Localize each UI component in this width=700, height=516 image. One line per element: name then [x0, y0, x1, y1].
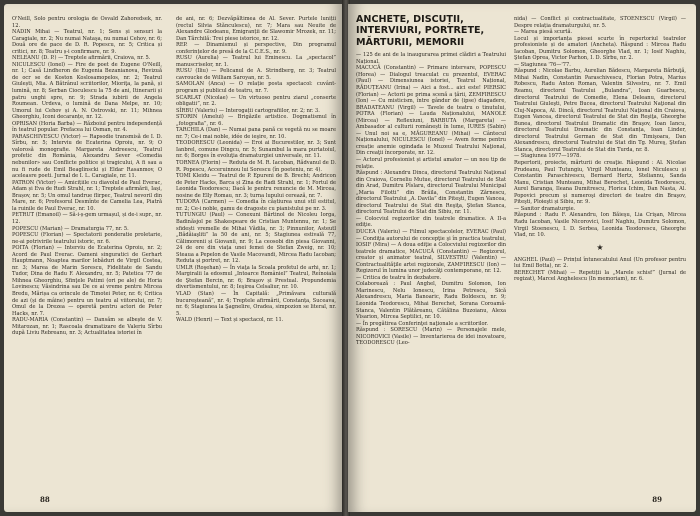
- index-entry: nida) — Conflict și contractualitate, STOENESCU (Virgil) — Despre relația dramaturgului, nr. 5.: [514, 16, 686, 29]
- index-entry: BERECHET (Mihai) — Repetiții la „Marele schisf” (Jurnal de regizat), Marcel Anghelescu (In memoriam), nr. 6.: [514, 269, 686, 283]
- index-entry: TARCHILA (Dan) — Numai pana pană ce vegetă nu se moare nr. 7; Ce-i mai noble, idée de ieşire, nr. 10.: [176, 127, 336, 140]
- index-entry: Colaborează : Paul Anghel, Dumitru Solomon, Ion Marinescu, Nelu Ionescu, Irina Petrescu, Sică Alexandrescu, Maria Banoaric, Radu Boldescu, nr. 9; Leonida Teodorescu, Mihai Berechet, Sorana Coroamă-Stanca, Valentin Plătăreanu, Cătălina Buzoianu, Alexa Visarion, Mircea Septilici, nr. 10.: [356, 281, 506, 321]
- index-entry: PARASCHIVESCU (Victor) — Rapsodie transmisă de I. D. Sîrbu, nr. 5; Interviu de Ecaterina Oproiu, nr. 9; O valorosă monografie. Margareta Andreescu, Teatrul profetic din România, Alexandru Sever «Comedia nebunilor» sau Conflicte politice și tragicului, A fi sau a nu fi rude de Emil Beaglinscki și Eldar Rasanmov, O aceleasre poeti. Jurnal de I. L. Caragiale, nr. 11.: [12, 133, 162, 180]
- index-entry: RUSU (Aurelia) — Teatrul lui Eminescu. La „spectacol” manuscriselor, nr. 1.: [176, 55, 336, 68]
- index-entry: UMLR (Roşehan) — În viaţa la Scoala profetul de arhi, nr. 1; Margiralii la edosmul „Intoarce Româniel” Teatrul, Reînoiala de Ştefan Bercin, nr. 6; Braşov și Prestual. Propundemia divertismentului, nr. 8; Ieşirea Celsaliur, nr. 10.: [176, 264, 336, 291]
- left-page-column-2: [176, 16, 336, 324]
- left-page: [4, 4, 344, 512]
- index-entry: POITA (Florian) — Interviu de Ecaterina Oproiu, nr. 2; Acord de Paul Everac. Oameni singuratici de Gerhart Hauptmann, Noaptea marilor lebăduri de Virgil Costea, nr. 3; Marea de Marin Sorescu, Fidelitate de Sandu Tudor, Dina de Radu F. Alexandru, nr. 5; Patetica '77 de Mihnea Gheorghiu, Sfinţele Patimi (ori pe ale) de Horia Lovinescu; Văsindrina sau De ce ai vreme pentru Mircea Bredu, Mărișa ca orincule de Timotei Peter, nr. 6; Critica de azi (și de mâine) pentru un teatru al viitorului, nr. 7; Omul de la Drezea — operetă pentru actori de Peter Hacks, nr. 7.: [12, 245, 162, 317]
- star-ornament: ★: [596, 242, 604, 252]
- index-entry: MACUCĂ (Constantin) — Primare intervare, POPESCU (Horea) — Dialogul treaculat cu prezentul, EVERAC (Paul) — Dimensiunea istoriei, Teatrul Național, RĂDUȚEANU (Irina) — Aici a fost... aici este! PIERSIC (Florian) — Actorii pe prima scenă a țării, ZEMFIRESCU (Ion) — Cu misticism, între gândur de (ipse) diagadere, BRADATEANU (Virgil) — Tavele de teatru o tinutului, POTRA (Florian) — Lauda Naționalului, MANOLE (Mircea) — Reflexiuni, BARBUTA (Margareta) — Ambasador al culturii românești în lume, IURES (Sabin) — Unul noi sa e, MĂGUREANU (Mihai) — Cântecul Naționalului, NICULESCU (Ionel) — Avem forme pentru creație anemie ogindada le Muzeul Teatrului Naţional, Din creaţii încorporate, nr. 12.: [356, 65, 506, 157]
- index-entry: TUDORA (Carmen) — Comedia în câștiurea unui stil estitul, nr. 2; Ce-i noble, gamu de dragoste cu pianistului pe nr. 3.: [176, 199, 336, 212]
- index-entry: RUSU (Iliu) — Pelicanul de A. Strindberg, nr. 3; Teatrul cavroucke de William Saroyan, nr. 5.: [176, 68, 336, 81]
- subsection-title: — În pregătirea Conferinţei naţionale a scriitorilor.: [356, 320, 489, 327]
- index-entry: O'Neill, Solo pentru orologia de Osvald Zahoredsek, nr. 12.: [12, 16, 162, 29]
- index-entry: Răspund : SORESCU (Marin) — Personajele mele, NICOROVICI (Vasile) — Inventarierea de idei inovatoare, TEODORESCU (Leo-: [356, 327, 506, 347]
- section-heading: ANCHETE, DISCUȚII, INTERVIURI, PORTRETE, MĂRTURII, MEMORII: [356, 14, 485, 48]
- index-entry: DUCEA (Valeriu) — Filmul spectacolelor, EVERAC (Paul) — Condiţia autorului de concepţie şi în practica teatrului, IOSIF (Mira) — A doua ediţie a Colocviului regizorilor din teatrele dramatice, MACUCĂ (Constantin) — Regizorul, creator și animator teatral, SILVESTRU (Valentin) — Contractualităţile artei regizorale, ZAMFIRESCU (Ion) — Regizorul în lumina unor judecăţi contemporane, nr. 12.: [356, 228, 506, 275]
- index-entry: Răspund : Nicolae Barbu, Aurelian Bădescu, Margareta Bărbuţă, Mihai Nadin, Constantin Paraschivescu, Florian Potra, Marius Robescu, Radu Anton Roman, Valentin Silvestru, nr. 7. Emil Reamu, directorul Teatrului „Bulandra”, Ioan Guarbescu, directorul Teatrului de Comedie, Elena Deleanu, directorul Teatrului Giuleşti, Petre Bucea, directorul Teatrului Naţional din Cluj-Napoca, Al. Dincă, directorul Teatrului Naţional din Craiova, Eugen Vancea, directorul Teatrului de Stat din Reşiţa, Gheorghe Bunea, directorul Teatrului Dramatic din Braşov, Ioan Iancu, directorul Teatrului Dramatic din Constanța, Ioan Linder, directorul Teatrului German de Stat din Timişoara, Dan Alexandrescu, directorul Teatrului de Stat din Tg. Mureş, Ştefan Stanca, directorul Teatrului de Stat din Turda, nr. 8.: [514, 68, 686, 153]
- index-entry: POPESCU (Marian) — Dramaturgia 77, nr. 5.: [12, 225, 129, 232]
- index-entry: NADIN Mihai — Teatrul, nr. 1; Sens și sensuri la Caragiale, nr. 2; Nu numai Nataşa, nu numai Cehov, nr. 6; Două ore de pace de D. R. Popescu, nr. 5; Critica și critici, nr. 8; Teatru ș-i confirmare, nr. 9.: [12, 29, 162, 55]
- index-entry: PATRON (Victor) — Amicițiile cu diavolul de Paul Everac, Adam și Eva de Rudi Strahl, nr. 1; Treptele afirmării, Iași, Brașov, nr. 5; Un omul tandrue flirpec, Teatrul nevoril din Mare, nr. 6; Profesorul Desmînte de Camelia Lea, Piatră la ruinile de Paul Everac, nr. 10.: [12, 179, 162, 212]
- index-entry: Răspund : Alexandru Dinca, directorul Teatrului Naţional din Craiova, Corneliu Mutue, directorul Teatrului de Stat din Arad, Dumitru Pîslaru, directorul Teatrului Municipal „Maria Filotti” din Brăila, Constantin Zărnescu, directorul Teatrului „A. Davila” din Piteşti, Eugen Vancea, directorul Teatrului de Stat din Reşiţa, Ştefan Stanca, directorul Teatrului de Stat din Sibiu, nr. 11.: [356, 170, 506, 216]
- index-entry: REP. — Dinamismul și perspective, Din programul conferințelor de presă de la C.C.E.S., nr. 9.: [176, 42, 336, 55]
- index-entry: de ani, nr. 6; Dezvăpăltimea de Al. Sever. Purtele luniții (rectul Silvia Stănculescu), nr. 7; Mara sau Neuite de Alexandre Glodeanu, Emigranții de Slawomir Mrozek, nr. 11; Dan Tărchilă: Trei piese istorice, nr. 12.: [176, 16, 336, 42]
- subsection-title: — 125 de ani de la inaugurarea primei clădiri a Teatrului Național.: [356, 52, 506, 65]
- index-entry: ANGHEL (Paul) — Prințul întunecatului Anul (Un profesor pentru lui Emil Botta), nr. 2.: [514, 256, 686, 270]
- index-entry: WALD (Henri) — Text și spectacol, nr. 11.: [176, 317, 284, 324]
- page-number: 88: [40, 495, 50, 504]
- right-page-column-2: [514, 16, 686, 283]
- index-entry: TOMI Kleidu — Teatrul de P. Epureni de B. Brecht; Andricon de Peter Hacks, Barca și Zina de Radi Strahl, nr. 1; Fortul de Leonida Teodorescu; Dacă le pentru renuncie de M. Mircea, nosine de Elly Romau, nr. 3; turna lupului cerează, nr. 7.: [176, 173, 336, 199]
- subsection-title: — Stagiunea 1977—1978.: [514, 153, 582, 160]
- index-entry: NICULESCU (Ionel) — Fire de poet de Eugene O'Neill, nr. 1; Casă Lindheron de Eugenia Bezanianova, Revizuă de ocr se de Koston Koslosamopelos, nr. 2; Teatrul Giulești, Mia. A Bătrânul scriitorilor, Mioriţa, la pană, și lumină, nr. 8; Serban Cioculescu la 75 de ani, Itinerarii și patru unghi spre, nr. 9; Strada iubirii de Angela Roumean. Urdeva, o lumină de Dana Melpe, nr. 10; Umorul lui Cehov și A. N. Ostrovski, nr. 11; Mihnea Gheorghiu, Iconi decaranțe, nr. 12.: [12, 61, 162, 121]
- index-entry: Repertorii, proiecte, mărturii de creaţie. Răspund : Al. Nicolae Prudeanu, Paul Tutungiu, Virgil Munteanu, Ionel Niculescu și Constantin Paraschivescu, Bernard Hertz, Steliannu, Sanda Manu, Cristian Munteanu, Mihai Berechet, Leonida Teodorescu, Aurel Baranga, Ileana Dumitrescu, Florica Ichim, Dan Nasta, Al. Popovici precum și numeroşi directori de teatre din Braşov, Piteşti, Ploieşti și Sibiu, nr. 9.: [514, 160, 686, 206]
- index-entry: SÎRBU (Valeriu) — Interogații cartografiilor, nr. 2; nr. 3.: [176, 107, 320, 114]
- page-number: 89: [652, 495, 662, 504]
- index-entry: TUTUNGIU (Paul) — Conexuni Bărtinol de Nicoleu Iorga, Badinăsjol pe Shakespeare de Cristian Muntennu, nr. 1; Se sfidești vremelle de Mihai Vădila, nr. 3; Pinnunilor, Asteutl „Bădăiaşliti” la 50 de ani, nr. 5; Stagiunea estivală 77, Călimorenii și Giovanii, nr. 9; La ceosobi din piesa Giovanni, 24 de ore din viața unei femei de Stefan Zweig, nr. 10; Steaua a Pepelon de Vasile Macovandi, Mircea Radu Iacoban; Reduta și portret, nr. 12.: [176, 212, 336, 265]
- right-page: [348, 4, 696, 512]
- index-entry: Răspund : Radu F. Alexandru, Ion Băieşu, Lia Crişan, Mircea Radu Iacoban, Vasile Nicorovici, Iosif Naghiu, Dumitru Solomon, Virgil Stoenescu, I. D. Serbea, Leonida Teodorescu, Gheorghe Vlad, nr. 10.: [514, 212, 686, 239]
- index-entry: TEODORESCU (Leonida) — Eroi ai Bucurestilor, nr. 3; Sunt Ianbrel, comune Dingcu, nr. 5; Sunambul la mara purtatoiul, nr. 6; Borges în evoluţia dramaturgiei universale, nr. 11.: [176, 140, 336, 160]
- subsection-title: — Actorul profesionist și artistul amator — un nou tip de relație.: [356, 156, 506, 170]
- index-entry: TORNEA (Florin) — Reduta de M. R. Iacoban, Rădvanul de D. R. Popescu, Acceruinnou lui Sorescu (în poeteniu, nr. 4).: [176, 160, 336, 173]
- index-entry: STORIN (Amelui) — Brigăzile artistice. Dogmatismul în „fotografia”, nr. 6.: [176, 114, 336, 127]
- index-entry: PETRUT (Emanoil) — Să-i-ș-gem urmașul, și de-i supr., nr. 12.: [12, 212, 162, 225]
- index-entry: SAMOLAN (Anca) — O relație posta spectacol: cuvânt-program și publicul de teatru, nr. 7.: [176, 81, 336, 95]
- index-entry: POPESCU (Florian) — Spectatorii ponderatie proletarie, ne-ai potrivirile teatrului istoric, nr. 6.: [12, 232, 162, 245]
- index-entry: OPRISAN (Horia Barba) — Războiul pentru independență în teatrul popular. Prefacea lui Osman, nr. 4.: [12, 120, 162, 134]
- left-page-column-1: [12, 16, 162, 337]
- index-entry: NELEANU (D. P.) — Treptele afirmării, Craiova, nr. 5.: [12, 55, 151, 62]
- subsection-title: — Sanitor dramaturgie.: [514, 205, 576, 212]
- subsection-title: — Marea piesă scurtă.: [514, 29, 573, 36]
- index-entry: SCARLAT (Nicolae) — Un virtuoso pentru ziarul „conserte obligatii”, nr. 2.: [176, 94, 336, 108]
- right-page-column-1: [356, 14, 506, 347]
- index-entry: VLAD (Stan) — În Capitală: „Primăvara culturală bucureşteană”, nr. 4; Treptele afirmării, Constanța, Suceava, nr. 6; Stagiunea la Şagnelire, Oradea, simpozion se literal, nr. 5.: [176, 290, 336, 317]
- index-entry: Locul și importanța piesei scurte în repertoriul teatrelor profesioniste și de amatori (Ancheta). Răspund : Mircea Radu Iacoban, Dumitru Solomon, Gheorghe Vlad, nr. 1; Iosif Naghiu, Ştefan Oprea, Victor Parhon, I. D. Sîrbu, nr. 2.: [514, 35, 686, 62]
- subsection-title: — Colocviul regizorilor din teatrele dramatice. A II-a ediţie.: [356, 215, 506, 229]
- subsection-title: — Stagiunea '76—'77.: [514, 61, 571, 68]
- index-entry: RADU-MARIA (Constantin) — Dansăm se albește de V. Mitarozan, nr. 1; Rascoala dramatizare de Valeriu Sîrbu după Liviu Rebreanu, nr. 3; Actualitatea istoriei în: [12, 317, 162, 337]
- subsection-title: — Critica de teatru în dezbatere.: [356, 274, 442, 281]
